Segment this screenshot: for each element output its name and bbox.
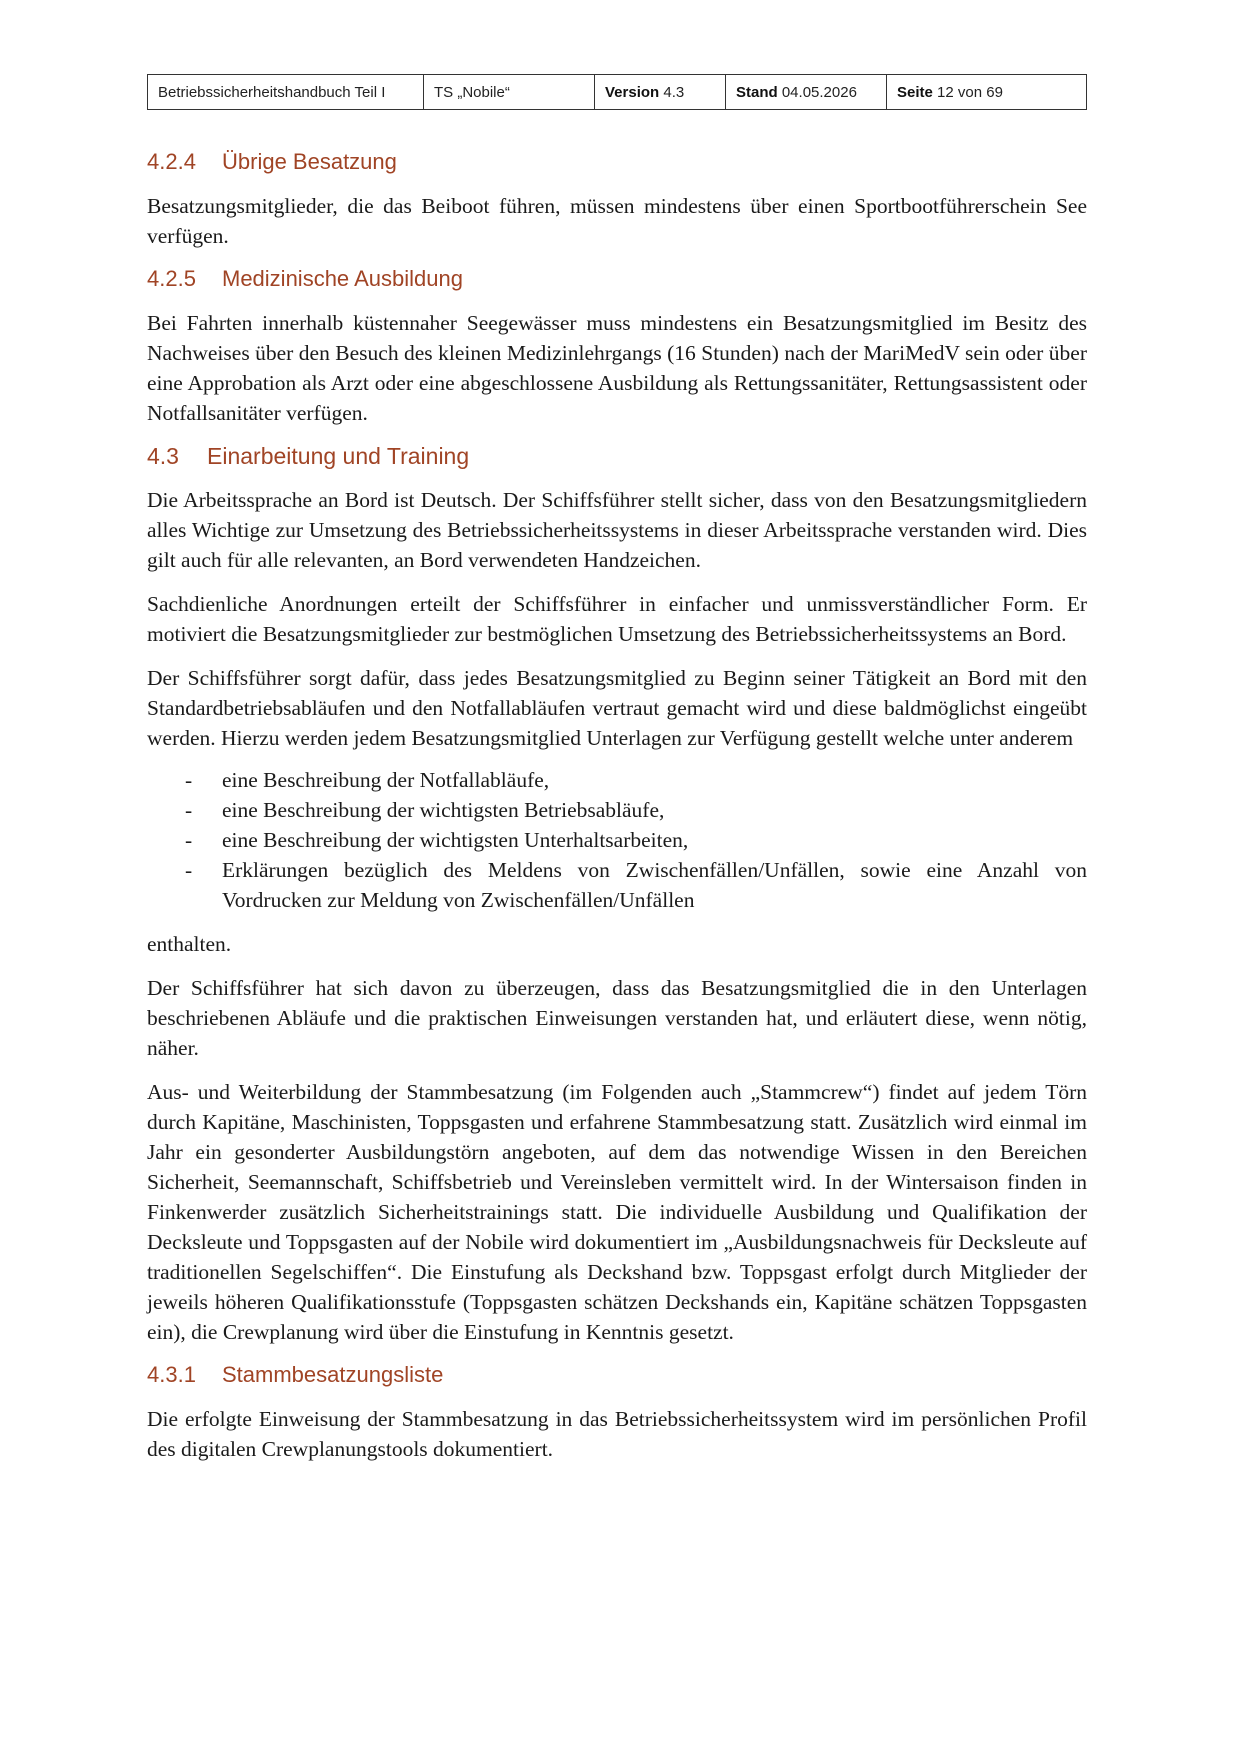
document-body [147,148,1087,1464]
header-document-title [148,75,424,110]
list-item: - Erklärungen bezüglich des Meldens von Zwischenfällen/Unfällen, sowie eine Anzahl von Vordrucken zur Meldung von Zwischenfällen/Unfällen [147,855,1087,915]
document-title-text: Betriebssicherheitshandbuch Teil I [158,83,386,101]
header-page [887,75,1087,110]
heading-4-3-1 [147,1361,1087,1389]
stand-value: 04.05.2026 [781,83,857,101]
paragraph: enthalten. [147,932,232,956]
paragraph: Der Schiffsführer hat sich davon zu überzeugen, dass das Besatzungsmitglied die in den Unterlagen beschriebenen Abläufe und die praktischen Einweisungen verstanden hat, und erläutert diese, wenn nötig, näher. [147,976,1087,1060]
heading-number: 4.3.1 [147,1362,196,1387]
list-item: - eine Beschreibung der Notfallabläufe, [147,765,1087,795]
heading-title: Medizinische Ausbildung [222,266,463,291]
paragraph: Der Schiffsführer sorgt dafür, dass jedes Besatzungsmitglied zu Beginn seiner Tätigkeit an Bord mit den Standardbetriebsabläufen und den Notfallabläufen vertraut gemacht wird und diese baldmöglichst eingeübt werden. Hierzu werden jedem Besatzungsmitglied Unterlagen zur Verfügung gestellt welche unter anderem [147,666,1087,750]
heading-title: Einarbeitung und Training [207,443,470,469]
version-label: Version [605,83,660,101]
heading-title: Übrige Besatzung [222,149,397,174]
header-stand [726,75,887,110]
paragraph: Sachdienliche Anordnungen erteilt der Schiffsführer in einfacher und unmissverständlicher Form. Er motiviert die Besatzungsmitglieder zur bestmöglichen Umsetzung des Betriebssicherheitssystems an Bord. [147,592,1087,646]
paragraph: Die erfolgte Einweisung der Stammbesatzung in das Betriebssicherheitssystem wird im persönlichen Profil des digitalen Crewplanungstools dokumentiert. [147,1407,1087,1461]
page-value: 12 von 69 [937,83,1003,101]
heading-number: 4.2.4 [147,149,196,174]
heading-number: 4.2.5 [147,266,196,291]
header-version [595,75,726,110]
page-header-table [147,74,1087,110]
paragraph: Bei Fahrten innerhalb küstennaher Seegewässer muss mindestens ein Besatzungsmitglied im Besitz des Nachweises über den Besuch des kleinen Medizinlehrgangs (16 Stunden) nach der MariMedV sein oder über eine Approbation als Arzt oder eine abgeschlossene Ausbildung als Rettungssanitäter, Rettungsassistent oder Notfallsanitäter verfügen. [147,311,1087,425]
stand-label: Stand [736,83,778,101]
heading-4-2-4 [147,148,1087,176]
heading-4-2-5 [147,265,1087,293]
ship-name-text: TS „Nobile“ [434,83,510,101]
heading-4-3 [147,442,1087,470]
paragraph: Besatzungsmitglieder, die das Beiboot führen, müssen mindestens über einen Sportbootführerschein See verfügen. [147,194,1087,248]
paragraph: Die Arbeitssprache an Bord ist Deutsch. Der Schiffsführer stellt sicher, dass von den Besatzungsmitgliedern alles Wichtige zur Umsetzung des Betriebssicherheitssystems in dieser Arbeitssprache verstanden wird. Dies gilt auch für alle relevanten, an Bord verwendeten Handzeichen. [147,488,1087,572]
heading-number: 4.3 [147,443,179,469]
list-item: - eine Beschreibung der wichtigsten Betriebsabläufe, [147,795,1087,825]
version-value: 4.3 [663,83,685,101]
documents-list [147,765,1087,915]
list-item: - eine Beschreibung der wichtigsten Unterhaltsarbeiten, [147,825,1087,855]
paragraph: Aus- und Weiterbildung der Stammbesatzung (im Folgenden auch „Stammcrew“) findet auf jedem Törn durch Kapitäne, Maschinisten, Toppsgasten und erfahrene Stammbesatzung statt. Zusätzlich wird einmal im Jahr ein gesonderter Ausbildungstörn angeboten, auf dem das notwendige Wissen in den Bereichen Sicherheit, Seemannschaft, Schiffsbetrieb und Vereinsleben vermittelt wird. In der Wintersaison finden in Finkenwerder zusätzlich Sicherheitstrainings statt. Die individuelle Ausbildung und Qualifikation der Decksleute und Toppsgasten auf der Nobile wird dokumentiert im „Ausbildungsnachweis für Decksleute auf traditionellen Segelschiffen“. Die Einstufung als Deckshand bzw. Toppsgast erfolgt durch Mitglieder der jeweils höheren Qualifikationsstufe (Toppsgasten schätzen Deckshands ein, Kapitäne schätzen Toppsgasten ein), die Crewplanung wird über die Einstufung in Kenntnis gesetzt. [147,1080,1087,1344]
document-page [147,74,1087,1478]
heading-title: Stammbesatzungsliste [222,1362,444,1387]
page-label: Seite [897,83,933,101]
header-ship-name [424,75,595,110]
